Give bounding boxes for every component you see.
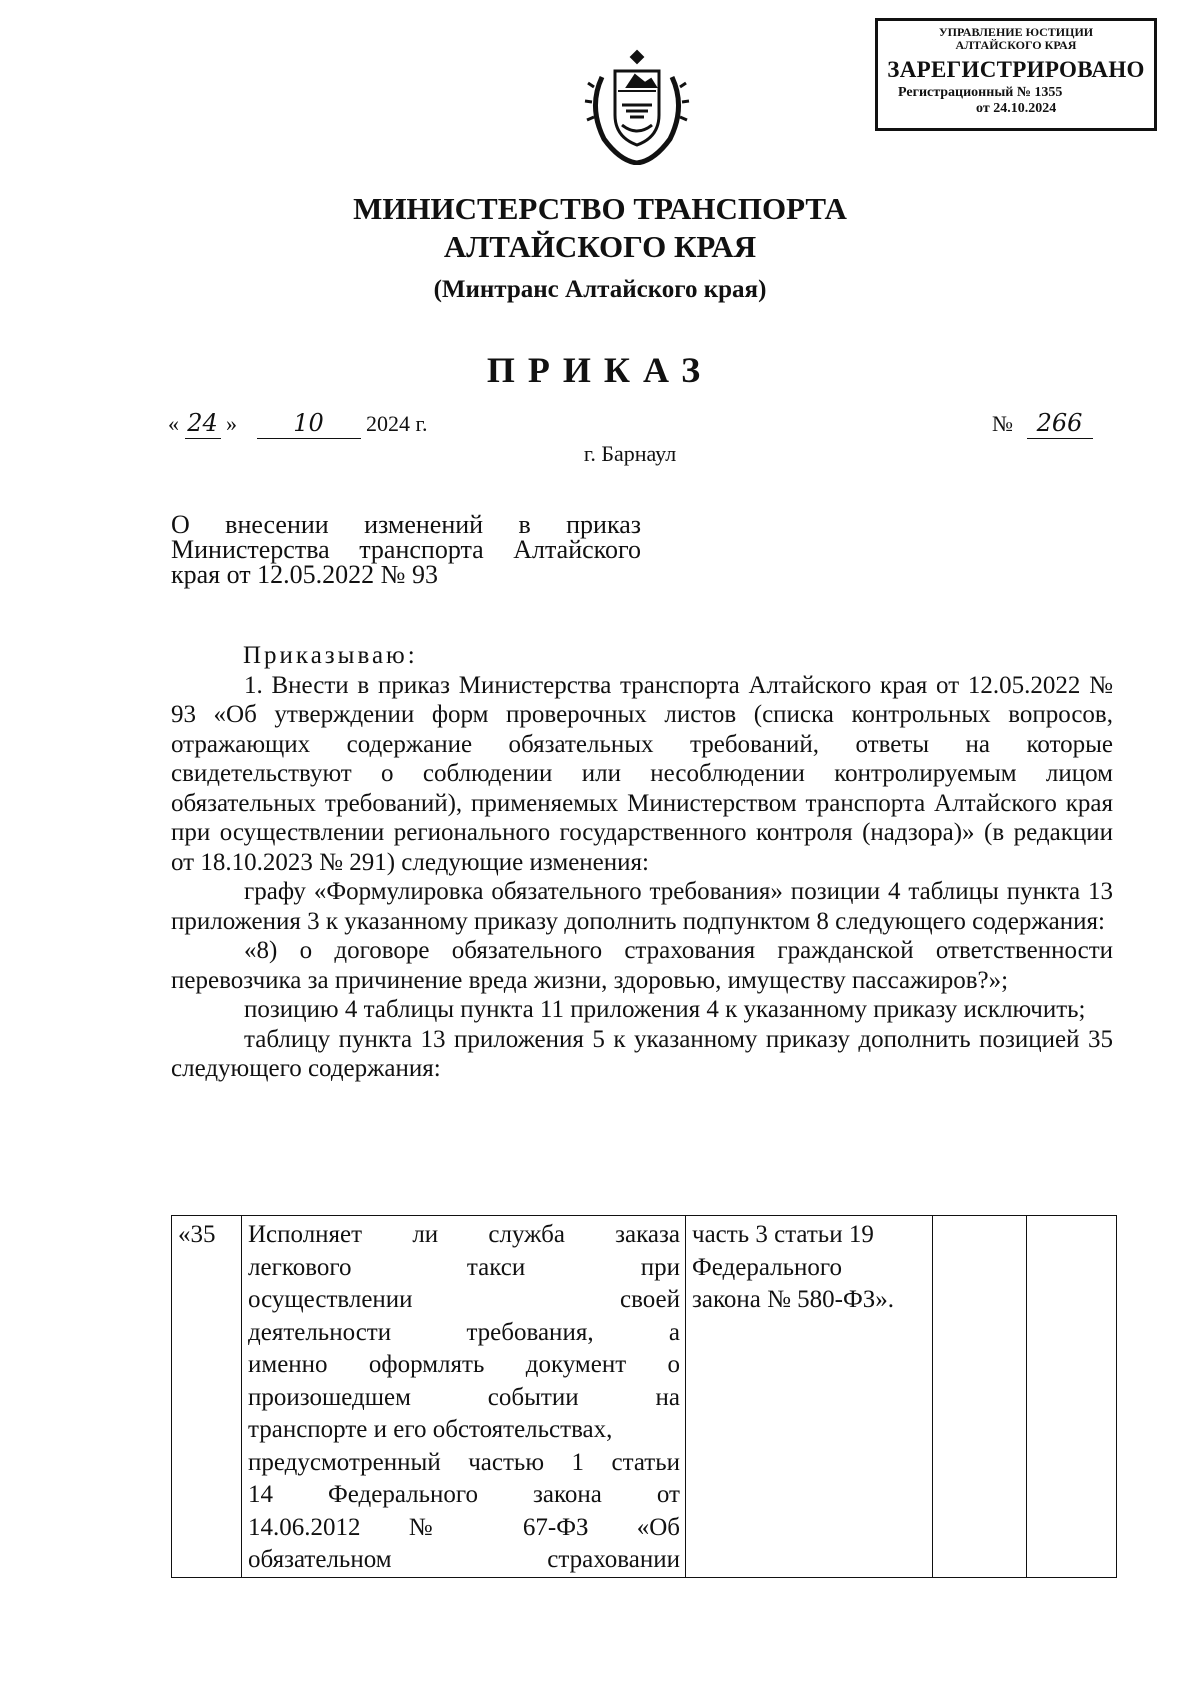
question-line: 14.06.2012 № 67-ФЗ «Об: [248, 1513, 680, 1541]
order-number: [992, 408, 1093, 439]
number-sign: №: [992, 411, 1013, 436]
reference-line: закона № 580-ФЗ».: [692, 1286, 895, 1313]
empty-cell-5: [1027, 1216, 1117, 1578]
empty-cell-4: [933, 1216, 1027, 1578]
date-day: 24: [185, 408, 221, 439]
stamp-reg-date: от 24.10.2024: [976, 101, 1057, 116]
document-type-title: ПРИКАЗ: [486, 350, 714, 390]
date-year: 2024 г.: [366, 411, 428, 436]
paragraph-4: позицию 4 таблицы пункта 11 приложения 4 к указанному приказу исключить;: [244, 996, 1086, 1023]
reference-line: Федерального: [692, 1253, 843, 1281]
paragraph-1: 1. Внести в приказ Министерства транспорта Алтайского края от 12.05.2022 № 93 «Об утверждении форм проверочных листов (списка контрольных вопросов, отражающих содержание обязательных требований, ответы на которые свидетельствуют о соблюдении или несоблюдении контролируемым лицом обязательных требований), применяемых Министерством транспорта Алтайского края при осуществлении регионального государственного контроля (надзора)» (в редакции от 18.10.2023 № 291) следующие изменения:: [171, 671, 1113, 876]
date-open-quote: «: [168, 411, 179, 436]
question-cell: [242, 1216, 686, 1578]
paragraph-3: «8) о договоре обязательного страхования гражданской ответственности перевозчика за причинение вреда жизни, здоровью, имуществу пассажиров?»;: [171, 937, 1113, 994]
stamp-reg-number: Регистрационный № 1355: [898, 85, 1063, 100]
question-line: предусмотренный частью 1 статьи: [248, 1448, 680, 1476]
number-value: 266: [1027, 408, 1093, 439]
ministry-short-name: (Минтранс Алтайского края): [433, 276, 767, 303]
question-line: осуществлении своей: [248, 1286, 680, 1313]
paragraph-2: графу «Формулировка обязательного требования» позиции 4 таблицы пункта 13 приложения 3 к указанному приказу дополнить подпунктом 8 следующего содержания:: [171, 878, 1113, 935]
city: г. Барнаул: [583, 441, 677, 466]
stamp-org-line2: АЛТАЙСКОГО КРАЯ: [955, 38, 1077, 52]
question-line: Исполняет ли служба заказа: [248, 1221, 680, 1248]
reference-cell: [686, 1216, 933, 1578]
question-line: обязательном страховании: [248, 1546, 680, 1573]
question-line: деятельности требования, а: [248, 1318, 680, 1346]
coat-of-arms-icon: [582, 47, 692, 165]
stamp-org-line1: УПРАВЛЕНИЕ ЮСТИЦИИ: [938, 25, 1094, 39]
question-line: 14 Федерального закона от: [248, 1481, 680, 1508]
order-body: [171, 641, 1113, 1084]
order-word: Приказываю:: [243, 642, 418, 669]
position-number-cell: «35: [172, 1216, 242, 1578]
reference-line: часть 3 статьи 19: [692, 1221, 874, 1248]
ministry-name-line2: АЛТАЙСКОГО КРАЯ: [443, 229, 757, 264]
stamp-status: ЗАРЕГИСТРИРОВАНО: [887, 57, 1145, 82]
date-close-quote: »: [226, 411, 237, 436]
order-subject: О внесении изменений в приказ Министерства транспорта Алтайского края от 12.05.2022 № 93: [171, 510, 641, 589]
registration-stamp: [875, 18, 1157, 131]
position-35-table: [171, 1215, 1117, 1578]
table-row: [172, 1216, 1117, 1578]
ministry-name-line1: МИНИСТЕРСТВО ТРАНСПОРТА: [353, 191, 847, 226]
order-date: [168, 408, 428, 439]
date-month: 10: [257, 408, 361, 439]
question-line: легкового такси при: [248, 1253, 680, 1281]
paragraph-5: таблицу пункта 13 приложения 5 к указанному приказу дополнить позицией 35 следующего содержания:: [171, 1025, 1113, 1082]
question-line: транспорте и его обстоятельствах,: [248, 1416, 613, 1443]
question-line: именно оформлять документ о: [248, 1351, 680, 1378]
question-line: произошедшем событии на: [248, 1383, 680, 1411]
